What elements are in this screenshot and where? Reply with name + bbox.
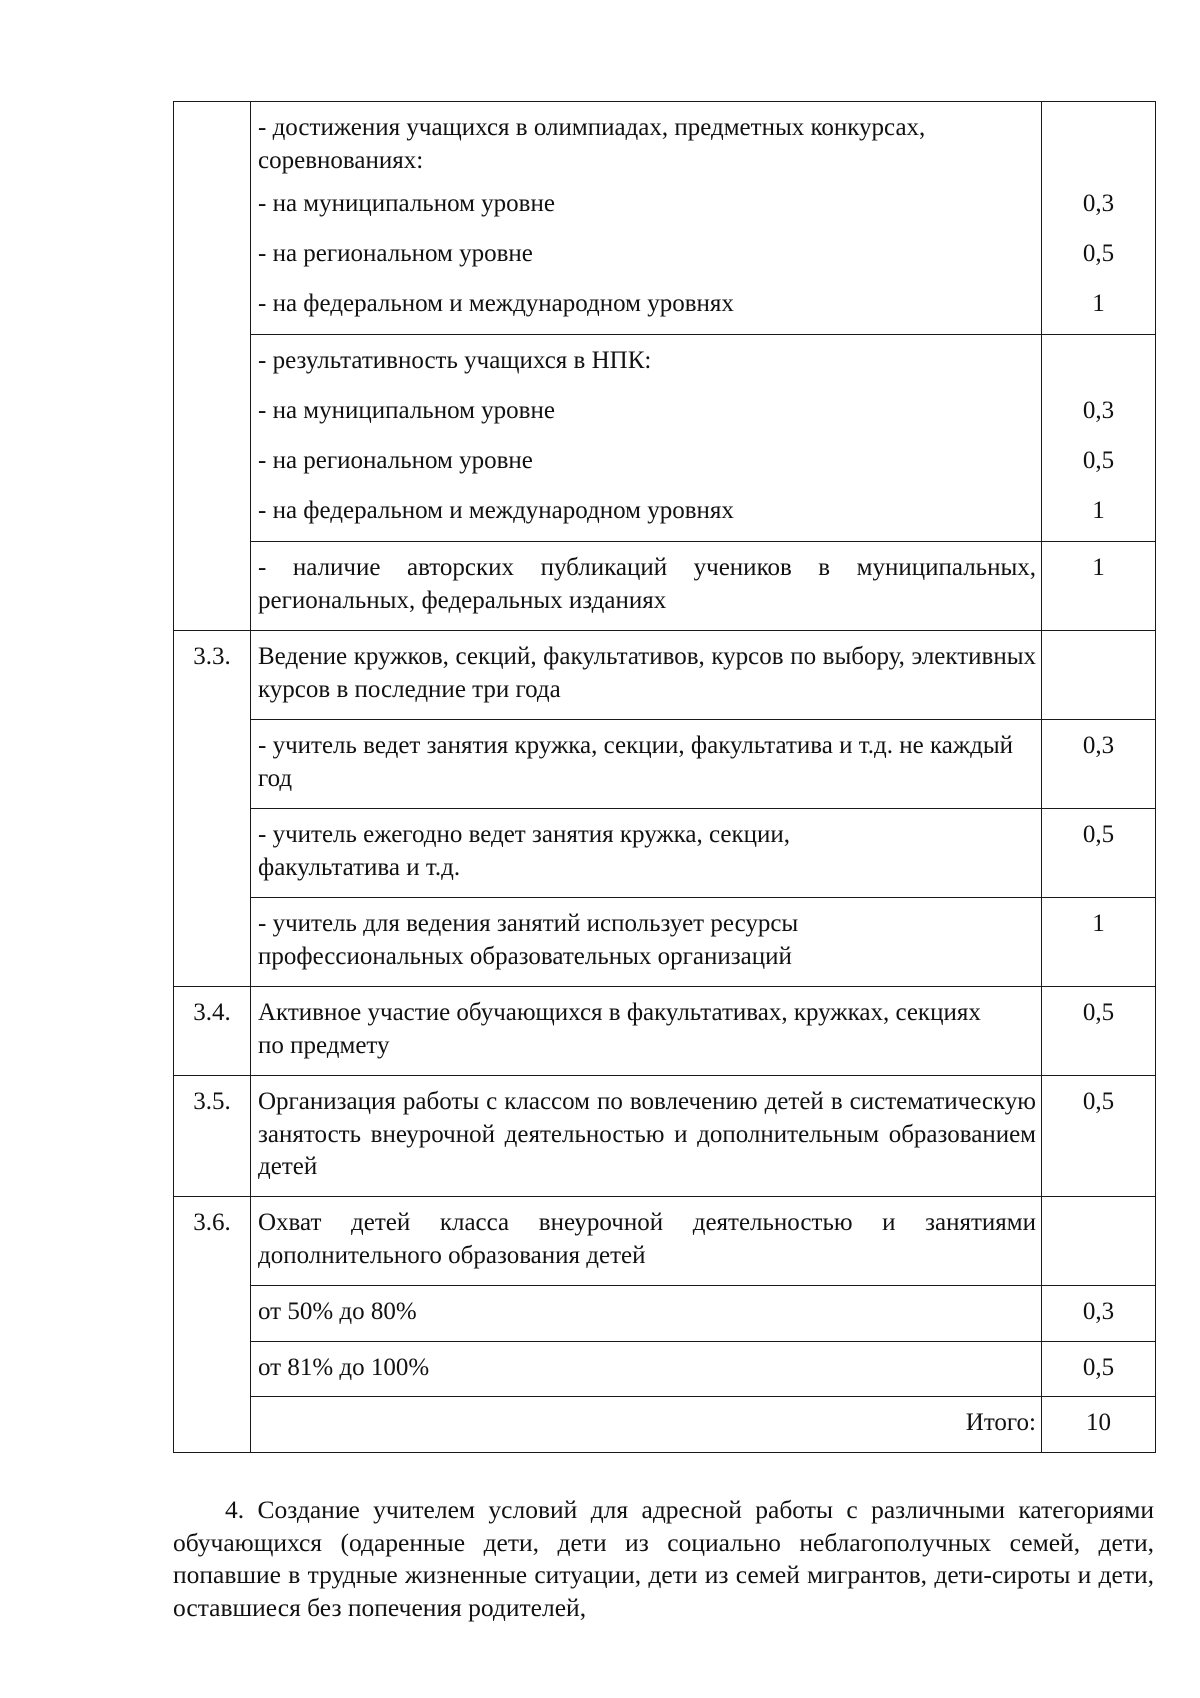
points-cell [1042, 1197, 1156, 1286]
table-row [174, 542, 1156, 631]
criteria-text-cell [251, 631, 1042, 720]
criteria-text-cell [251, 809, 1042, 898]
points-value: 0,5 [1082, 999, 1115, 1026]
points-value [1042, 112, 1155, 188]
points-cell [1042, 1076, 1156, 1197]
row-number-cell [174, 987, 251, 1076]
points-value: 1 [1092, 910, 1105, 937]
table-row [174, 1076, 1156, 1197]
points-value [1042, 345, 1155, 395]
criteria-text-cell [251, 987, 1042, 1076]
criteria-text-cell [251, 898, 1042, 987]
criteria-text-cell [251, 1076, 1042, 1197]
table-row [174, 102, 1156, 335]
row-number: 3.4. [193, 999, 231, 1026]
criteria-line: - на федеральном и международном уровнях [258, 290, 734, 317]
criteria-line: - на муниципальном уровне [258, 190, 555, 217]
criteria-text-cell [251, 335, 1042, 542]
points-value: 0,3 [1082, 732, 1115, 759]
points-cell [1042, 102, 1156, 335]
total-points: 10 [1086, 1409, 1111, 1436]
criteria-table [173, 101, 1156, 1453]
points-cell [1042, 1341, 1156, 1397]
points-value: 1 [1092, 497, 1105, 524]
points-value: 1 [1092, 290, 1105, 317]
table-row [174, 987, 1156, 1076]
table-row [174, 335, 1156, 542]
criteria-text: от 50% до 80% [258, 1298, 417, 1325]
criteria-line: - на федеральном и международном уровнях [258, 497, 734, 524]
row-number-cell [174, 102, 251, 631]
points-cell [1042, 631, 1156, 720]
points-cell [1042, 542, 1156, 631]
points-value: 0,5 [1082, 821, 1115, 848]
points-cell [1042, 809, 1156, 898]
points-value: 0,3 [1082, 1298, 1115, 1325]
table-row [174, 898, 1156, 987]
points-cell [1042, 1286, 1156, 1342]
criteria-text-cell [251, 542, 1042, 631]
row-number: 3.5. [193, 1088, 231, 1115]
points-value: 0,5 [1082, 447, 1115, 474]
criteria-text: Организация работы с классом по вовлечению детей в систематическую занятость внеурочной деятельностью и дополнительным образованием детей [258, 1088, 1036, 1180]
points-value: 1 [1092, 554, 1105, 581]
table-row [174, 1197, 1156, 1286]
criteria-text: - учитель для ведения занятий использует ресурсы профессиональных образовательных организаций [258, 910, 799, 970]
paragraph-text: 4. Создание учителем условий для адресной работы с различными категориями обучающихся (одаренные дети, дети из социально неблагополучных семей, дети, попавшие в трудные жизненные ситуации, дети из семей мигрантов, дети-сироты и дети, оставшиеся без попечения родителей, [173, 1495, 1154, 1622]
criteria-text: Охват детей класса внеурочной деятельностью и занятиями дополнительного образования детей [258, 1209, 1036, 1269]
criteria-line: - достижения учащихся в олимпиадах, предметных конкурсах, соревнованиях: [258, 114, 926, 174]
criteria-line: - результативность учащихся в НПК: [258, 347, 652, 374]
points-value: 0,3 [1082, 397, 1115, 424]
points-value: 0,5 [1082, 240, 1115, 267]
table-row [174, 1341, 1156, 1397]
table-row [174, 809, 1156, 898]
criteria-text: - учитель ежегодно ведет занятия кружка, секции, факультатива и т.д. [258, 821, 791, 881]
criteria-text: Активное участие обучающихся в факультативах, кружках, секциях по предмету [258, 999, 981, 1059]
section-4-paragraph [173, 1494, 1154, 1624]
total-label-cell [251, 1397, 1042, 1453]
criteria-text-cell [251, 102, 1042, 335]
criteria-line: - на муниципальном уровне [258, 397, 555, 424]
row-number-cell [174, 1197, 251, 1453]
total-label: Итого: [965, 1409, 1036, 1436]
points-cell [1042, 898, 1156, 987]
total-points-cell [1042, 1397, 1156, 1453]
criteria-line: - на региональном уровне [258, 240, 533, 267]
points-cell [1042, 720, 1156, 809]
row-number: 3.6. [193, 1209, 231, 1236]
criteria-text-cell [251, 720, 1042, 809]
criteria-text: - наличие авторских публикаций учеников в муниципальных, региональных, федеральных изданиях [258, 554, 1036, 614]
row-number-cell [174, 1076, 251, 1197]
table-row [174, 720, 1156, 809]
points-value: 0,3 [1082, 190, 1115, 217]
criteria-text: от 81% до 100% [258, 1353, 430, 1381]
criteria-text: - учитель ведет занятия кружка, секции, факультатива и т.д. не каждый год [258, 732, 1014, 792]
criteria-text-cell [251, 1197, 1042, 1286]
criteria-text-cell [251, 1286, 1042, 1342]
points-cell [1042, 987, 1156, 1076]
table-row [174, 1286, 1156, 1342]
table-row [174, 1397, 1156, 1453]
criteria-text: Ведение кружков, секций, факультативов, курсов по выбору, элективных курсов в последние три года [258, 643, 1036, 703]
criteria-line: - на региональном уровне [258, 447, 533, 474]
points-cell [1042, 335, 1156, 542]
row-number-cell [174, 631, 251, 987]
criteria-text-cell [251, 1341, 1042, 1397]
points-value: 0,5 [1082, 1088, 1115, 1115]
points-value: 0,5 [1082, 1353, 1115, 1381]
table-row [174, 631, 1156, 720]
row-number: 3.3. [193, 643, 231, 670]
